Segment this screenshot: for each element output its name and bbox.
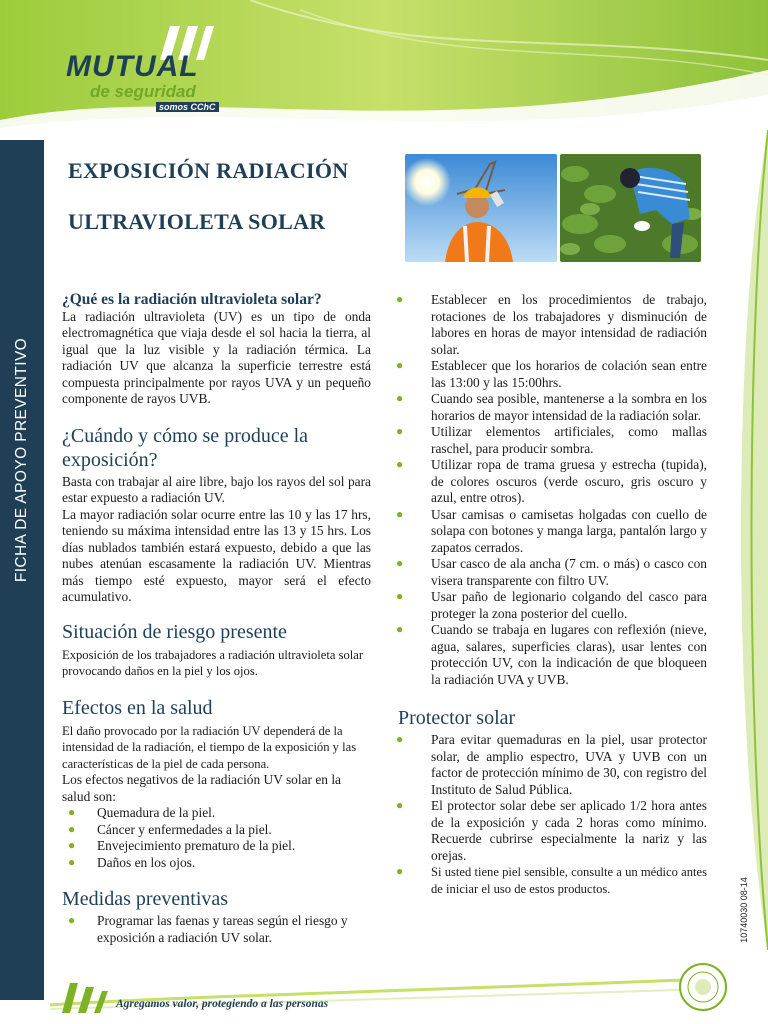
protector-list (398, 732, 707, 897)
page-title-line1: EXPOSICIÓN RADIACIÓN (68, 158, 349, 183)
section-heading-protector: Protector solar (398, 707, 516, 729)
section-heading-health: Efectos en la salud (62, 696, 213, 719)
section-heading-measures: Medidas preventivas (62, 888, 229, 910)
list-item: ● Quemadura de la piel. (62, 805, 371, 822)
list-item: ● Cuando sea posible, mantenerse a la sombra en los horarios de mayor intensidad de la radiación solar. (398, 391, 707, 424)
section-heading-risk: Situación de riesgo presente (62, 620, 287, 643)
right-decorative-curve (712, 130, 768, 950)
right-column (398, 292, 707, 897)
measures-list-left (62, 913, 371, 946)
document-code: 10740030 08-14 (739, 877, 749, 943)
list-item: ● Utilizar ropa de trama gruesa y estrecha (tupida), de colores oscuros (verde oscuro, gris oscuro y azul, entre otros). (398, 457, 707, 507)
section-body-health-p2: Los efectos negativos de la radiación UV solar en la salud son: (62, 772, 341, 804)
side-tab-label: FICHA DE APOYO PREVENTIVO (13, 337, 30, 583)
list-item: ● Cuando se trabaja en lugares con reflexión (nieve, agua, salares, superficies claras), usar lentes con protección UV, con la indicación de que bloqueen la radiación UVA y UVB. (398, 622, 707, 688)
list-item: ● Envejecimiento prematuro de la piel. (62, 838, 371, 855)
measures-list-right (398, 292, 707, 688)
list-item: ● Usar paño de legionario colgando del casco para proteger la zona posterior del cuello. (398, 589, 707, 622)
section-body-when-p1: Basta con trabajar al aire libre, bajo los rayos del sol para estar expuesto a radiación UV. (62, 473, 371, 505)
safety-seal-icon (678, 962, 728, 1012)
logo-cchc-text: somos CChC (156, 102, 219, 112)
mutual-logo (64, 22, 264, 114)
list-item: ● El protector solar debe ser aplicado 1/2 hora antes de la exposición y cada 2 horas como mínimo. Recuerde cubrirse especialmente la nariz y las orejas. (398, 798, 707, 864)
section-heading-what-is: ¿Qué es la radiación ultravioleta solar? (62, 291, 322, 308)
list-item: ● Usar casco de ala ancha (7 cm. o más) o casco con visera transparente con filtro UV. (398, 556, 707, 589)
section-heading-when: ¿Cuándo y cómo se produce la exposición? (62, 424, 309, 471)
list-item: ● Establecer en los procedimientos de trabajo, rotaciones de los trabajadores y disminución de labores en horas de mayor intensidad de radiación solar. (398, 292, 707, 358)
list-item: ● Si usted tiene piel sensible, consulte a un médico antes de iniciar el uso de estos productos. (398, 864, 707, 897)
section-body-risk: Exposición de los trabajadores a radiación ultravioleta solar provocando daños en la piel y los ojos. (62, 647, 364, 678)
section-body-when-p2: La mayor radiación solar ocurre entre las 10 y las 17 hrs, teniendo su máxima intensidad entre las 13 y 15 hrs. Los días nublados también estará expuesto, debido a que las nubes atenúan escasamente la radiación UV. Mientras más tiempo esté expuesto, mayor será el efecto acumulativo. (62, 506, 371, 604)
section-body-what-is: La radiación ultravioleta (UV) es un tipo de onda electromagnética que viaja desde el sol hacia la tierra, al igual que la luz visible y la radiación térmica. La radiación UV que alcanza la superficie terrestre está compuesta principalmente por rayos UVA y un pequeño componente de rayos UVB. (62, 308, 371, 406)
list-item: ● Establecer que los horarios de colación sean entre las 13:00 y las 15:00hrs. (398, 358, 707, 391)
list-item: ● Usar camisas o camisetas holgadas con cuello de solapa con botones y manga larga, pantalón largo y zapatos cerrados. (398, 507, 707, 557)
left-column (62, 292, 371, 946)
worker-drinking-photo (405, 154, 557, 262)
list-item: ● Para evitar quemaduras en la piel, usar protector solar, de amplio espectro, UVA y UVB con un factor de protección mínimo de 30, con registro del Instituto de Salud Pública. (398, 732, 707, 798)
side-tab (0, 140, 44, 1000)
list-item: ● Utilizar elementos artificiales, como mallas raschel, para producir sombra. (398, 424, 707, 457)
footer-tagline: Agregamos valor, protegiendo a las personas (116, 998, 329, 1010)
health-effects-list (62, 805, 371, 871)
section-body-health-p1: El daño provocado por la radiación UV dependerá de la intensidad de la radiación, el tiempo de la exposición y las características de la piel de cada persona. (62, 723, 357, 771)
logo-seguridad-text: de seguridad (90, 82, 196, 101)
list-item: ● Cáncer y enfermedades a la piel. (62, 822, 371, 839)
list-item: ● Daños en los ojos. (62, 855, 371, 872)
page-title-line2: ULTRAVIOLETA SOLAR (68, 209, 326, 234)
list-item: ● Programar las faenas y tareas según el riesgo y exposición a radiación UV solar. (62, 913, 371, 946)
logo-mutual-text: MUTUAL (66, 50, 199, 83)
field-worker-photo (560, 154, 701, 262)
